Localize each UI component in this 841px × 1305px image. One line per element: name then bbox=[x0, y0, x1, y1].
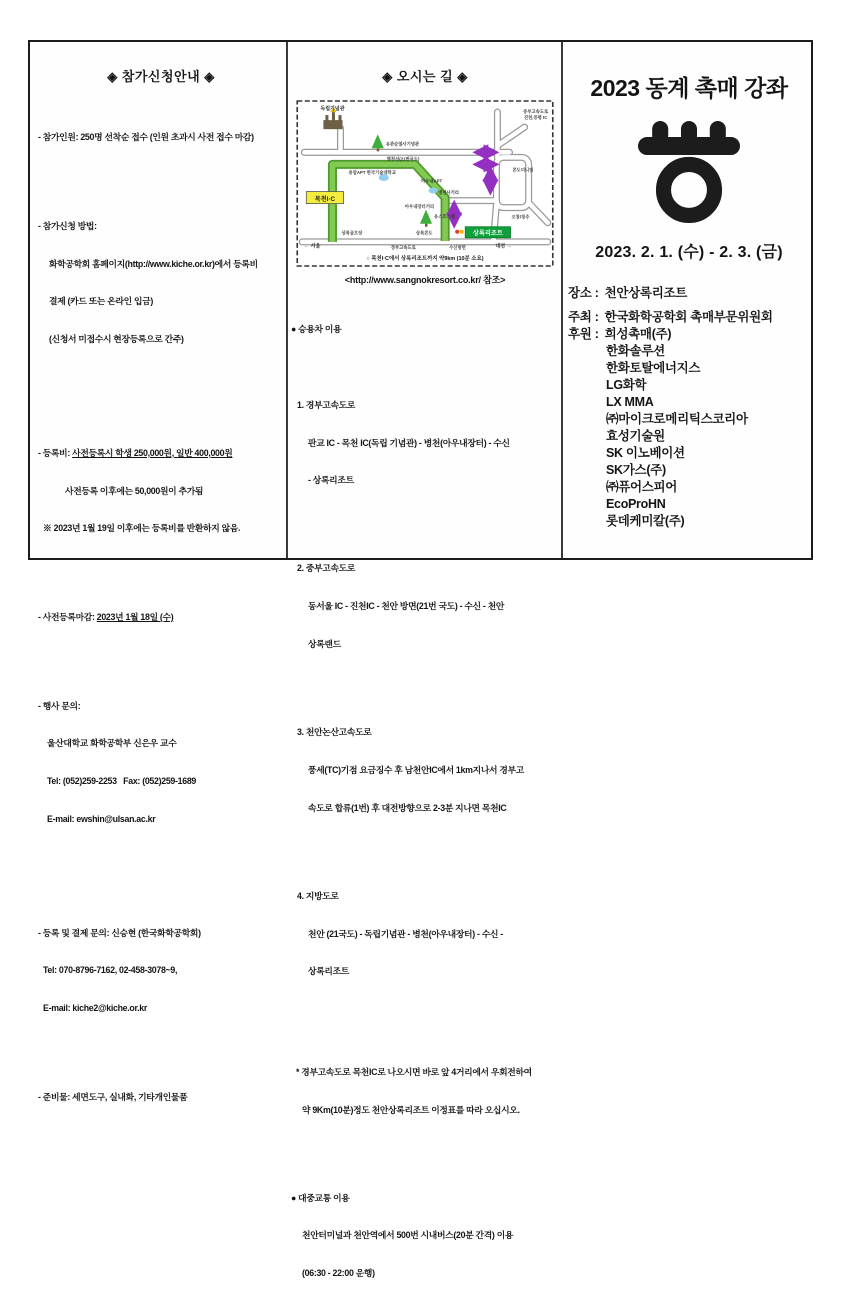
deadline-line: - 사전등록마감: 2023년 1월 18일 (수) bbox=[38, 611, 174, 622]
deadline-date: 2023년 1월 18일 (수) bbox=[96, 611, 174, 622]
map-label: ← 서울 bbox=[304, 243, 321, 250]
payment-contact-email: E-mail: kiche2@kiche.or.kr bbox=[43, 1003, 147, 1014]
map-label: 대전 → bbox=[495, 243, 512, 250]
sponsor-item: ㈜마이크로메리틱스코리아 bbox=[606, 412, 748, 426]
route-line: - 상록리조트 bbox=[308, 475, 354, 486]
sponsor-row bbox=[568, 326, 810, 343]
route-line: 속도로 합류(1번) 후 대전방향으로 2-3분 지나면 목천IC bbox=[308, 802, 507, 813]
resort-label: 상록리조트 bbox=[472, 230, 503, 238]
sponsor-item: ㈜퓨어스피어 bbox=[606, 480, 678, 494]
map-label: 진천,증평 IC bbox=[523, 114, 548, 120]
capacity-line: - 참가인원: 250명 선착순 접수 (인원 초과시 사전 접수 마감) bbox=[38, 132, 254, 143]
direction-arrow-icons bbox=[454, 152, 491, 220]
exit-note-line: 약 9Km(10분)정도 천안상록리조트 이정표를 따라 오십시오. bbox=[302, 1105, 520, 1115]
registration-panel-title: ◈ 참가신청안내 ◈ bbox=[107, 69, 215, 84]
host-row bbox=[568, 309, 810, 326]
venue-value: 천안상록리조트 bbox=[604, 286, 688, 300]
catalysis-society-logo bbox=[632, 121, 746, 223]
map-label: 경부고속도로 bbox=[390, 244, 416, 250]
route-line: 상록랜드 bbox=[308, 639, 341, 650]
event-contact-line: 울산대학교 화학공학부 신은우 교수 bbox=[47, 738, 177, 749]
map-label: 상록콘도 bbox=[415, 230, 433, 236]
sponsor-item: 희성촉매(주) bbox=[604, 327, 672, 341]
map-label: 수신방면 bbox=[449, 244, 466, 250]
directions-map bbox=[296, 100, 554, 267]
map-label: 병천사거리 bbox=[438, 190, 459, 196]
sponsor-item: 한화솔루션 bbox=[606, 344, 665, 358]
map-label: 아우내APT bbox=[420, 178, 443, 184]
column-divider-left bbox=[286, 42, 288, 558]
event-contact-block bbox=[38, 674, 284, 850]
apply-method-line: 화학공학회 홈페이지(http://www.kiche.or.kr)에서 등록비 bbox=[49, 258, 258, 269]
route-item bbox=[291, 865, 559, 1004]
payment-contact-line: Tel: 070-8796-7162, 02-458-3078~9, bbox=[43, 965, 178, 976]
sponsor-item: SK가스(주) bbox=[606, 463, 666, 477]
mokcheon-ic-label: 목천I·C bbox=[314, 195, 336, 203]
sponsor-item: 롯데케미칼(주) bbox=[606, 514, 685, 528]
event-contact-title: - 행사 문의: bbox=[38, 700, 81, 711]
column-divider-right bbox=[561, 42, 563, 558]
apply-method-block bbox=[38, 195, 284, 371]
sponsor-item: SK 이노베이션 bbox=[606, 446, 685, 460]
route-name: 3. 천안논산고속도로 bbox=[297, 727, 372, 738]
map-distance-caption: ○ 목천I·C에서 상록리조트까지 약9km (10분 소요) bbox=[366, 255, 484, 262]
route-name: 2. 중부고속도로 bbox=[297, 563, 356, 574]
directions-panel bbox=[291, 66, 559, 1305]
sponsor-item: 한화토탈에너지스 bbox=[606, 361, 701, 375]
apply-method-line: 결제 (카드 또는 온라인 입금) bbox=[49, 296, 154, 307]
route-item bbox=[291, 537, 559, 676]
map-container bbox=[296, 100, 554, 267]
tree-icon bbox=[420, 210, 432, 227]
route-line: 천안 (21국도) - 독립기념관 - 병천(아우내장터) - 수신 - bbox=[308, 928, 503, 939]
map-label: 오창/청주 bbox=[511, 214, 530, 220]
exit-note bbox=[291, 1041, 559, 1142]
route-line: 동서울 IC - 진천IC - 천안 방면(21번 국도) - 수신 - 천안 bbox=[308, 601, 505, 612]
resort-marker-icon bbox=[455, 230, 459, 234]
transit-line: (06:30 - 22:00 운행) bbox=[302, 1268, 375, 1279]
resort-url-reference: <http://www.sangnokresort.co.kr/ 참조> bbox=[344, 275, 506, 285]
logo-glyph bbox=[638, 121, 740, 215]
sponsor-item: 효성기술원 bbox=[606, 429, 665, 443]
directions-panel-title: ◈ 오시는 길 ◈ bbox=[382, 69, 468, 84]
by-car-title: ● 승용차 이용 bbox=[291, 324, 342, 335]
map-label: 유스호스텔 bbox=[434, 214, 455, 220]
pond-icon bbox=[379, 174, 389, 181]
payment-contact-block bbox=[38, 901, 284, 1040]
title-panel bbox=[568, 70, 810, 530]
map-label: 독립기념관 bbox=[320, 106, 345, 113]
map-label: 아우내장터거리 bbox=[404, 204, 435, 210]
fee-refund-note: ※ 2023년 1월 19일 이후에는 등록비를 반환하지 않음. bbox=[43, 523, 241, 534]
route-line: 상록리조트 bbox=[308, 966, 349, 977]
pond-icon bbox=[429, 188, 438, 194]
venue-row bbox=[568, 285, 810, 302]
event-contact-line: Tel: (052)259-2253 Fax: (052)259-1689 bbox=[47, 776, 197, 787]
sponsor-item: LG화학 bbox=[606, 378, 647, 392]
route-name: 4. 지방도로 bbox=[297, 890, 339, 901]
registration-info-panel bbox=[38, 66, 284, 1129]
sponsor-item: EcoProHN bbox=[606, 497, 666, 511]
fee-extra-line: 사전등록 이후에는 50,000원이 추가됨 bbox=[65, 485, 204, 496]
host-label: 주최 : bbox=[568, 310, 599, 324]
host-value: 한국화학공학회 촉매부문위원회 bbox=[604, 310, 773, 324]
supplies-line: - 준비물: 세면도구, 실내화, 기타개인물품 bbox=[38, 1091, 188, 1102]
map-label: 콘도미니엄 bbox=[512, 167, 534, 173]
route-line: 판교 IC - 목천 IC(독립 기념관) - 병천(아우내장터) - 수신 bbox=[308, 437, 510, 448]
tree-icon bbox=[372, 134, 384, 151]
fee-line: - 등록비: 사전등록시 학생 250,000원, 일반 400,000원 bbox=[38, 447, 233, 458]
resort-marker-icon bbox=[460, 230, 464, 234]
map-label: 유관순열사기념관 bbox=[385, 141, 420, 147]
map-label: 중부고속도로 bbox=[523, 109, 549, 115]
payment-contact-title: - 등록 및 결제 문의: 신승현 (한국화학공학회) bbox=[38, 927, 201, 938]
route-item bbox=[291, 701, 559, 840]
venue-label: 장소 : bbox=[568, 286, 599, 300]
route-line: 풍세(TC)기점 요금징수 후 남천안IC에서 1km지나서 경부고 bbox=[308, 764, 524, 775]
sponsor-label: 후원 : bbox=[568, 327, 599, 341]
apply-method-title: - 참가신청 방법: bbox=[38, 220, 97, 231]
fee-underlined: 사전등록시 학생 250,000원, 일반 400,000원 bbox=[72, 447, 233, 458]
fee-block bbox=[38, 422, 284, 561]
route-name: 1. 경부고속도로 bbox=[297, 399, 356, 410]
apply-method-line: (신청서 미접수시 현장등록으로 간주) bbox=[49, 334, 184, 345]
event-dates: 2023. 2. 1. (수) - 2. 3. (금) bbox=[595, 244, 783, 261]
map-label: 용암APT 한국기술대학교 bbox=[348, 169, 396, 175]
exit-note-line: * 경부고속도로 목천IC로 나오시면 바로 앞 4거리에서 우회전하여 bbox=[296, 1067, 532, 1078]
event-contact-email: E-mail: ewshin@ulsan.ac.kr bbox=[47, 813, 156, 824]
event-title: 2023 동계 촉매 강좌 bbox=[590, 75, 788, 101]
by-transit-title: ● 대중교통 이용 bbox=[291, 1192, 350, 1203]
map-label: 상록골프장 bbox=[341, 230, 363, 236]
transit-line: 천안터미널과 천안역에서 500번 시내버스(20분 간격) 이용 bbox=[302, 1230, 514, 1241]
sponsor-item: LX MMA bbox=[606, 395, 654, 409]
map-label: 병천선(21번국도) bbox=[386, 156, 420, 162]
route-item bbox=[291, 374, 559, 513]
